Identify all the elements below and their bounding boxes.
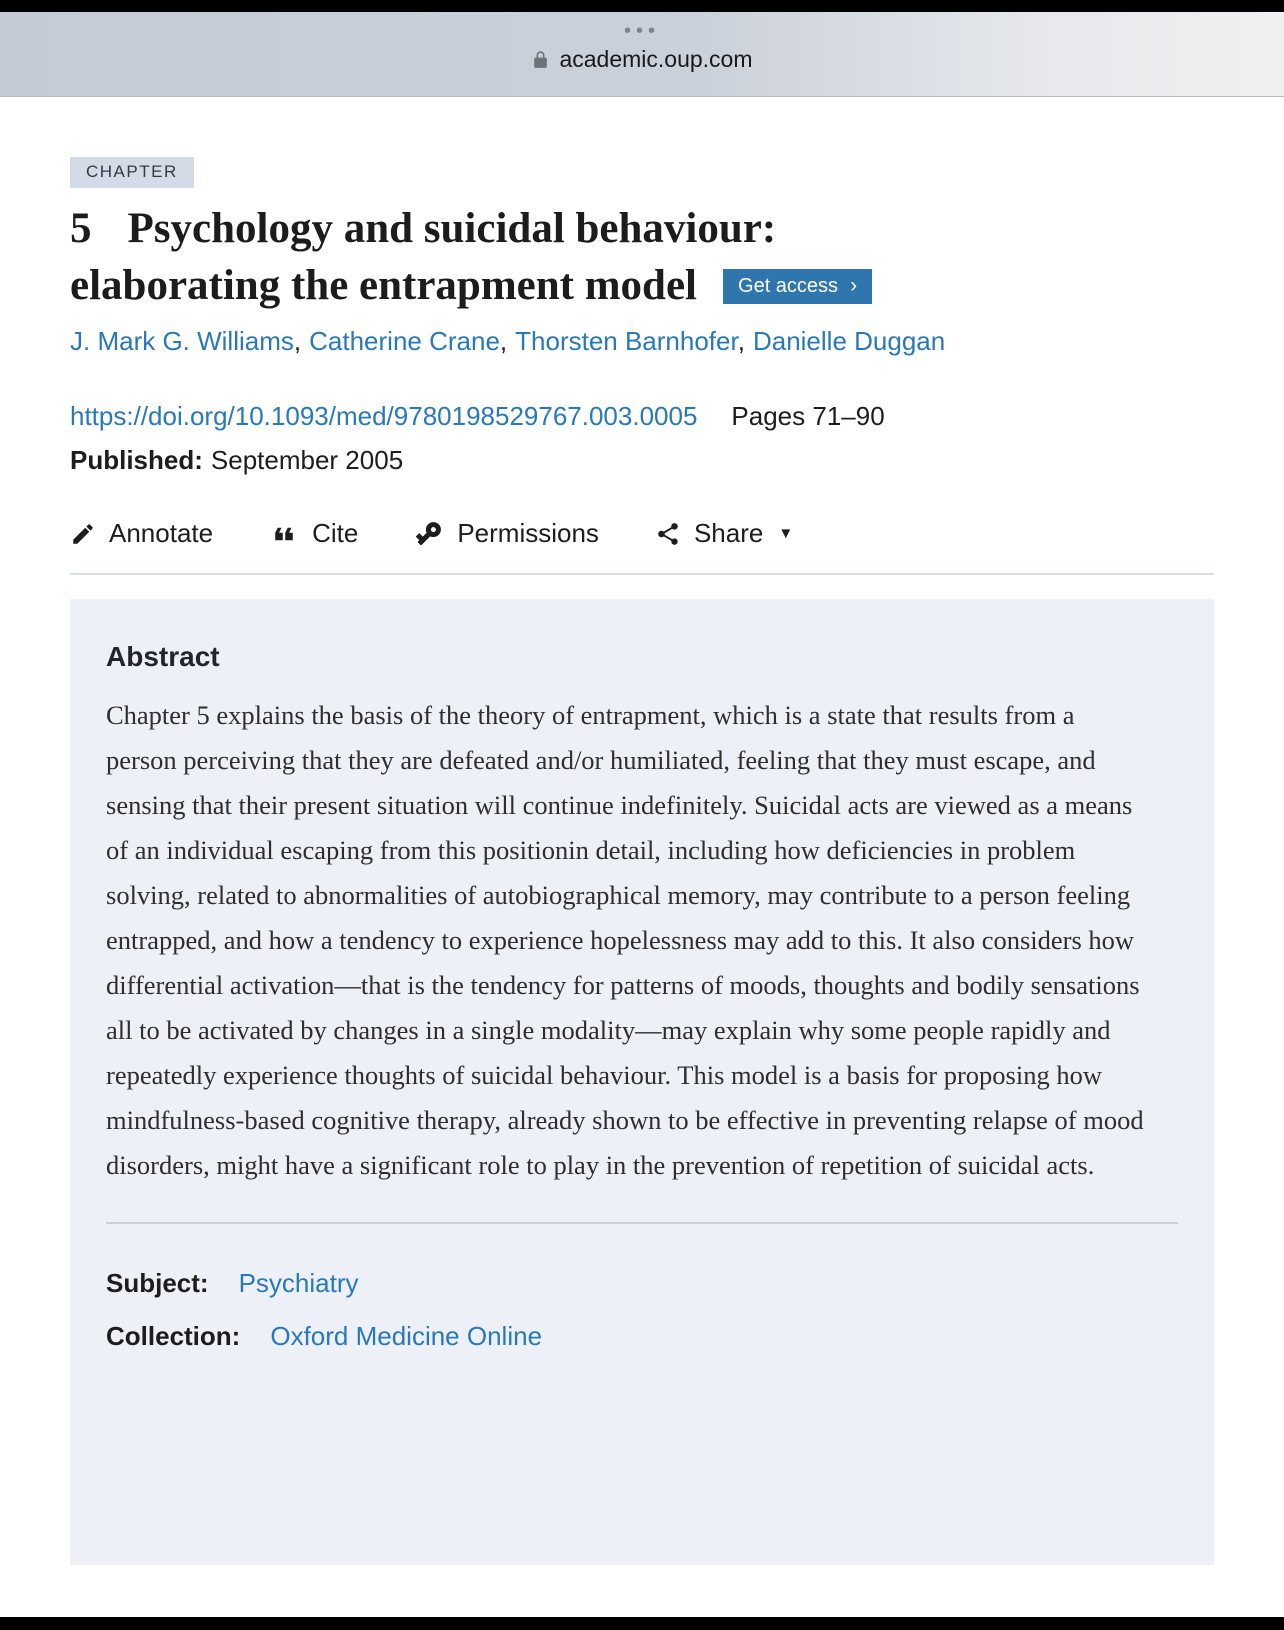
- annotate-button[interactable]: [70, 518, 213, 549]
- get-access-button[interactable]: [723, 269, 872, 304]
- permissions-button[interactable]: [414, 518, 599, 549]
- published-row: [70, 445, 1214, 476]
- author-separator: ,: [293, 326, 302, 356]
- status-bar: [0, 0, 1284, 12]
- bottom-bar: [0, 1617, 1284, 1630]
- page-title: [70, 200, 1214, 314]
- page: [0, 97, 1284, 1565]
- title-line2: elaborating the entrapment model: [70, 262, 698, 309]
- get-access-label: Get access: [738, 275, 839, 297]
- abstract-divider: [106, 1222, 1178, 1224]
- key-icon: [414, 519, 444, 549]
- share-label: Share: [693, 518, 764, 548]
- collection-link[interactable]: Oxford Medicine Online: [270, 1321, 543, 1351]
- subject-label: Subject:: [106, 1268, 209, 1298]
- author-list: [70, 326, 1214, 357]
- abstract-text: Chapter 5 explains the basis of the theory of entrapment, which is a state that results from a person perceiving that they are defeated and/or humiliated, feeling that they must escape, and sensing that their present situation will continue indefinitely. Suicidal acts are viewed as a means of an individual escaping from this positionin detail, including how deficiencies in problem solving, related to abnormalities of autobiographical memory, may contribute to a person feeling entrapped, and how a tendency to experience hopelessness may add to this. It also considers how differential activation—that is the tendency for patterns of moods, thoughts and bodily sensations all to be activated by changes in a single modality—may explain why some people rapidly and repeatedly experience thoughts of suicidal behaviour. This model is a basis for proposing how mindfulness-based cognitive therapy, already shown to be effective in preventing relapse of mood disorders, might have a significant role to play in the prevention of repetition of suicidal acts.: [106, 700, 1144, 1180]
- subject-link[interactable]: Psychiatry: [238, 1268, 359, 1298]
- address-bar[interactable]: [0, 46, 1284, 73]
- lock-icon: [531, 49, 550, 71]
- cite-button[interactable]: [269, 518, 358, 549]
- author-link[interactable]: Catherine Crane: [309, 326, 500, 356]
- chapter-number: 5: [70, 205, 92, 252]
- section-divider: [70, 573, 1214, 575]
- abstract-heading: Abstract: [106, 641, 220, 672]
- share-icon: [655, 521, 681, 547]
- subject-row: [106, 1268, 1178, 1299]
- quote-icon: [269, 519, 299, 549]
- pages-range: Pages 71–90: [731, 401, 885, 431]
- collection-label: Collection:: [106, 1321, 241, 1351]
- doi-link[interactable]: https://doi.org/10.1093/med/9780198529767.003.0005: [70, 401, 698, 431]
- chapter-badge: CHAPTER: [70, 157, 194, 188]
- share-button[interactable]: [655, 518, 793, 549]
- tab-dots-icon[interactable]: •••: [623, 20, 660, 42]
- author-link[interactable]: Thorsten Barnhofer: [515, 326, 738, 356]
- published-label: Published:: [70, 445, 203, 475]
- abstract-card: [70, 599, 1214, 1565]
- author-link[interactable]: J. Mark G. Williams: [70, 326, 294, 356]
- author-link[interactable]: Danielle Duggan: [752, 326, 946, 356]
- pencil-icon: [70, 521, 96, 547]
- caret-down-icon: ▼: [778, 525, 794, 542]
- browser-chrome: [0, 12, 1284, 97]
- permissions-label: Permissions: [457, 518, 599, 548]
- published-date: September 2005: [210, 445, 404, 475]
- doi-row: [70, 401, 1214, 432]
- chevron-right-icon: ›: [850, 274, 858, 297]
- author-separator: ,: [737, 326, 745, 356]
- collection-row: [106, 1321, 1178, 1352]
- address-text: academic.oup.com: [559, 46, 753, 72]
- annotate-label: Annotate: [109, 518, 214, 548]
- article-toolbar: [70, 518, 1214, 549]
- author-separator: ,: [499, 326, 508, 356]
- title-line1: Psychology and suicidal behaviour:: [127, 205, 777, 252]
- cite-label: Cite: [312, 518, 359, 548]
